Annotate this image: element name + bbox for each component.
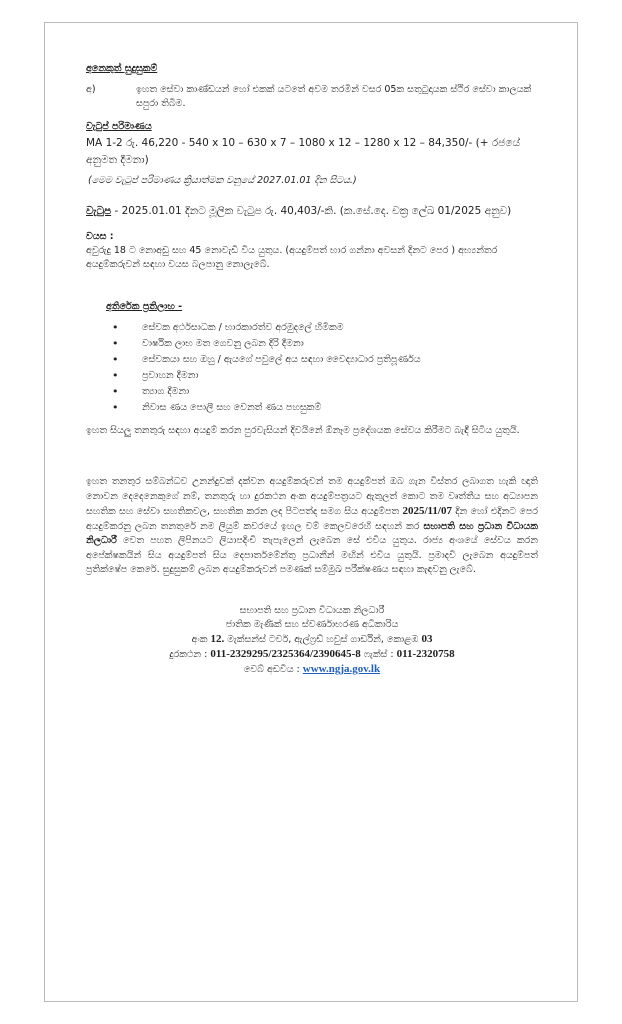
phone: 011-2329295/2325364/2390645-8 xyxy=(210,648,361,660)
heading-text: අනෙකුත් සුදුසුකම් xyxy=(86,63,158,74)
salary-line xyxy=(86,205,546,218)
benefits-list xyxy=(112,320,532,416)
other-qualifications-heading xyxy=(86,62,157,76)
text: වෙත පහත ලිපිනයට ලියාපදිංචි තැපැලෙන් ලැබෙන සේ එවිය යුතුය. රාජ්‍ය අංශයේ සේවය කරන අපේක්ෂකයින් සිය අයදුම්පත් සිය දෙපාර්තමේන්තු ප්‍රධානීන් මඟින් එවිය යුතුයි. ප්‍රමාදවී ලැබෙන අයදුම්පත් ප්‍රතික්ෂේප කෙරේ. සුදුසුකම් ලබන අයදුම්කරුවන් පමණක් සම්මුඛ පරීක්ෂණය සඳහා කැඳවනු ලැබේ. xyxy=(86,535,538,575)
text: මැක්සන්ස් ටවර්, ඇල්ෆ්‍රඩ් හවුස් ගාර්ඩින්, කොළඹ xyxy=(224,634,422,645)
salary-label: වැටුප xyxy=(86,205,112,217)
age-heading: වයස : xyxy=(86,231,114,242)
age-text: අවුරුදු 18 ට නොඅඩු සහ 45 නොවැඩි විය යුතුය. (අයදුම්පත් භාර ගන්නා අවසන් දිනට පෙර ) අභ්‍යන්තර අයදුම්කරුවන් සඳහා වයස බලපානු නොලැබේ. xyxy=(86,245,498,270)
text: 03 xyxy=(421,633,433,645)
benefit-item: • ත්‍යාග දීමනා xyxy=(112,384,532,400)
text: වෙබ් අඩවිය : xyxy=(243,664,303,675)
salary-scale-line: MA 1-2 රු. 46,220 - 540 x 10 – 630 x 7 – 1080 x 12 – 1280 x 12 – 84,350/- (+ රජයේ අනුමත දීමනා) xyxy=(86,137,521,166)
addressee: සභාපති සහ ප්‍රධාන විධායක නිලධාරී xyxy=(86,520,538,546)
salary-scale-heading xyxy=(86,120,152,134)
salary-text: - 2025.01.01 දිනට මූලික වැටුප රු. 40,403/-කි. (ක.සේ.දෙ. චක්‍ර ලේඛ 01/2025 අනුව) xyxy=(111,205,512,217)
deadline: 2025/11/07 xyxy=(402,505,452,517)
item-text: ඉහත සේවා කාණ්ඩයන් හෝ එකක් යටතේ අවම තරමින් වසර 05ක සතුටුදායක ස්ථිර සේවා කාලයක් සපුරා තිබීම. xyxy=(136,84,532,109)
website-link[interactable]: www.ngja.gov.lk xyxy=(302,663,381,675)
footer-title: සභාපති සහ ප්‍රධාන විධායක නිලධාරී xyxy=(239,605,385,616)
heading-text: අතිරේක ප්‍රතිලාභ - xyxy=(106,301,183,312)
benefit-item: • නිවාස ණය පොලී සහ වෙනත් ණය පහසුකම් xyxy=(112,400,532,416)
text: දුරකථන : xyxy=(169,649,211,660)
footer-address-line xyxy=(86,632,538,647)
service-note: ඉහත සියලු තනතුරු සඳහා අයදුම් කරන පුරවැසියන් දිවයිනේ ඕනෑම ප්‍රදේශයක සේවය කිරීමට බැඳී සිටිය යුතුයි. xyxy=(86,425,520,436)
fax: 011-2320758 xyxy=(396,648,455,660)
benefits-heading xyxy=(106,300,182,314)
qualification-item xyxy=(86,83,536,111)
text: 12. xyxy=(210,633,225,645)
heading-text: වැටුප් පරිමාණය xyxy=(86,121,152,132)
footer-web-line xyxy=(86,662,538,677)
benefit-item: • සේවකයා සහ ඔහු / ඇයගේ පවුලේ අය සඳහා වෛද්‍යාධාර ප්‍රතිපූර්ණය xyxy=(112,352,532,368)
footer-phone-line xyxy=(86,647,538,662)
benefit-item: • වාර්ෂික ලාභ මත ගෙවනු ලබන දිරි දීමනා xyxy=(112,336,532,352)
text: දින හෝ එදිනට පෙර අයදුම්කරනු ලබන තනතුරේ නම ලියුම් කවරයේ ඉහල වම් කෙලවරෙහි සඳහන් කර xyxy=(86,506,538,532)
footer-address xyxy=(86,604,538,677)
benefit-item: • සේවක අර්ථසාධක / භාරකාරත්ව අරමුදලේ හිමිකම xyxy=(112,320,532,336)
text: ෆැක්ස් : xyxy=(360,649,397,660)
application-instructions xyxy=(86,475,538,578)
salary-scale-note: (මෙම වැටුප් පරිමාණය ක්‍රියාත්මක වනුයේ 2027.01.01 දින සිටය.) xyxy=(88,175,357,186)
text: ඉහත තනතුර සම්බන්ධව උනන්දුවක් දක්වන අයදුම්කරුවන් තම අයදුම්පත් ඔබ ගැන විස්තර ලබාගත හැකි ඥාති නොවන දෙදෙනෙකුගේ නම්, තනතුරු හා දුරකථන අංක අයදුම්පත්‍රයට ඇතුලත් කොට තම වෘත්තීය සහ අධ්‍යාපන සහතික සහ සේවා සහතිකවල, සහතික කරන ලද පිටපත්ද සමග සිය අයදුම්පත xyxy=(86,476,538,517)
item-marker: අ) xyxy=(86,84,96,95)
text: අංක xyxy=(191,634,211,645)
footer-org: ජාතික මැණික් සහ ස්වර්ණාභරණ අධිකාරිය xyxy=(225,619,399,630)
benefit-item: • ප්‍රවාහන දීමනා xyxy=(112,368,532,384)
